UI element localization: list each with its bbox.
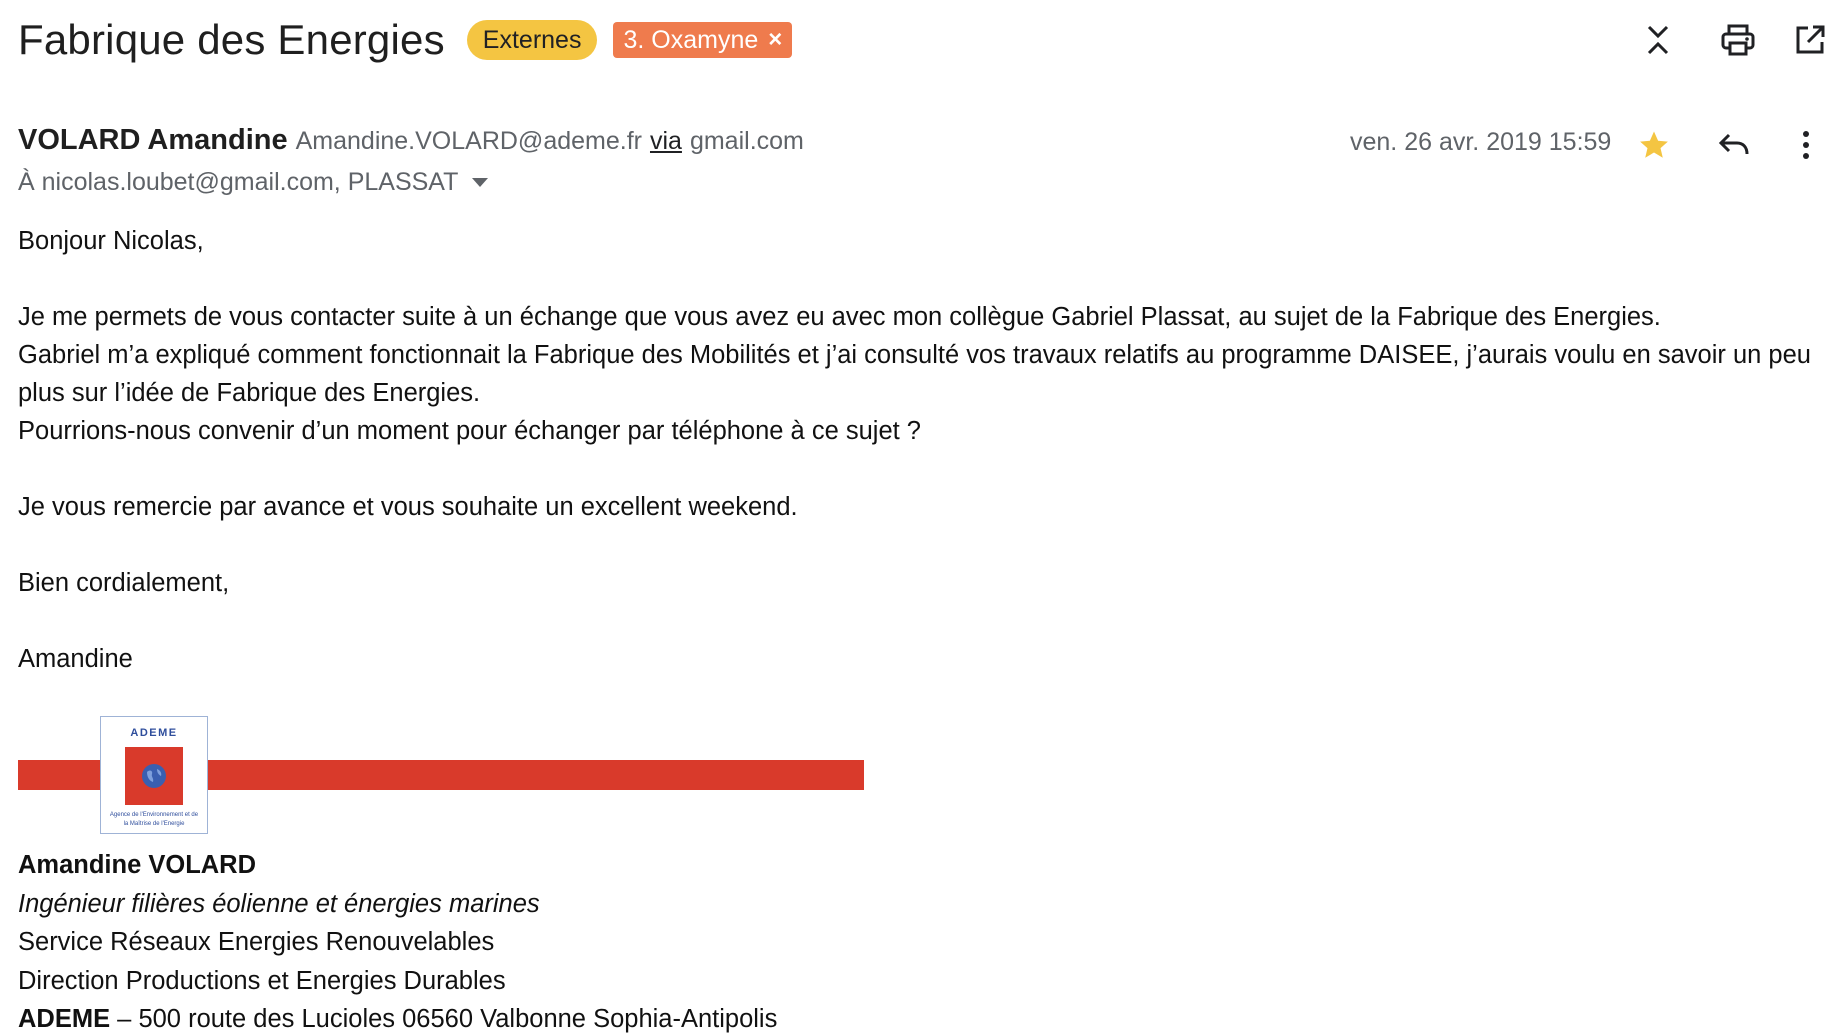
greeting: Bonjour Nicolas, (18, 227, 204, 255)
print-icon (1720, 23, 1756, 57)
ademe-logo-square (125, 747, 183, 805)
sender-name[interactable]: VOLARD Amandine (18, 124, 288, 156)
star-button[interactable] (1630, 121, 1678, 169)
message-date: ven. 26 avr. 2019 15:59 (1350, 128, 1612, 156)
open-new-window-button[interactable] (1786, 16, 1834, 64)
ademe-logo-caption: Agence de l'Environnement et de la Maîtrise de l'Energie (109, 812, 199, 827)
signature-banner (18, 716, 864, 836)
signature-service: Service Réseaux Energies Renouvelables (18, 928, 495, 956)
collapse-icon (1641, 23, 1675, 57)
signature-role: Ingénieur filières éolienne et énergies marines (18, 889, 540, 918)
reply-icon (1717, 130, 1751, 160)
subject-row (18, 8, 792, 72)
star-icon (1637, 128, 1671, 162)
signature-name: Amandine VOLARD (18, 851, 257, 879)
signoff-name: Amandine (18, 645, 133, 673)
recipients-text: À nicolas.loubet@gmail.com, PLASSAT (18, 168, 459, 196)
ademe-logo-text: ADEME (130, 727, 178, 739)
signature-text (18, 846, 777, 1034)
label-oxamyne-text: 3. Oxamyne (623, 25, 759, 54)
via-link[interactable]: via (649, 127, 682, 155)
reply-button[interactable] (1710, 121, 1758, 169)
remove-label-icon[interactable]: × (768, 26, 783, 53)
sender-email: Amandine.VOLARD@ademe.fr (295, 127, 642, 155)
body-line-2: Gabriel m’a expliqué comment fonctionnait la Fabrique des Mobilités et j’ai consulté vos travaux relatifs au programme DAISEE, j’aurais voulu en savoir un peu plus sur l’idée de Fabrique des Energies. (18, 341, 1811, 407)
signature-org: ADEME (18, 1005, 111, 1033)
email-subject: Fabrique des Energies (18, 16, 445, 63)
label-oxamyne[interactable] (613, 22, 792, 58)
body-line-3: Pourrions-nous convenir d’un moment pour échanger par téléphone à ce sujet ? (18, 417, 921, 445)
label-externes[interactable]: Externes (467, 20, 598, 60)
chevron-down-icon[interactable] (472, 178, 488, 187)
signature-address-line (18, 1000, 777, 1034)
signature-address: – 500 route des Lucioles 06560 Valbonne Sophia-Antipolis (110, 1005, 778, 1033)
header-actions (1626, 14, 1846, 70)
globe-icon (141, 763, 167, 789)
thanks-line: Je vous remercie par avance et vous souhaite un excellent weekend. (18, 493, 798, 521)
more-vert-icon (1801, 130, 1811, 160)
recipients-row[interactable] (18, 168, 488, 197)
closing-line: Bien cordialement, (18, 569, 230, 597)
body-line-1: Je me permets de vous contacter suite à un échange que vous avez eu avec mon collègue Gabriel Plassat, au sujet de la Fabrique des Energies. (18, 303, 1661, 331)
signature-direction: Direction Productions et Energies Durables (18, 966, 506, 995)
message-body (18, 222, 1818, 678)
sender-row (18, 124, 804, 157)
collapse-all-button[interactable] (1634, 16, 1682, 64)
via-domain: gmail.com (689, 127, 804, 155)
more-button[interactable] (1782, 121, 1830, 169)
open-in-new-icon (1793, 23, 1827, 57)
ademe-logo (100, 716, 208, 834)
print-button[interactable] (1714, 16, 1762, 64)
